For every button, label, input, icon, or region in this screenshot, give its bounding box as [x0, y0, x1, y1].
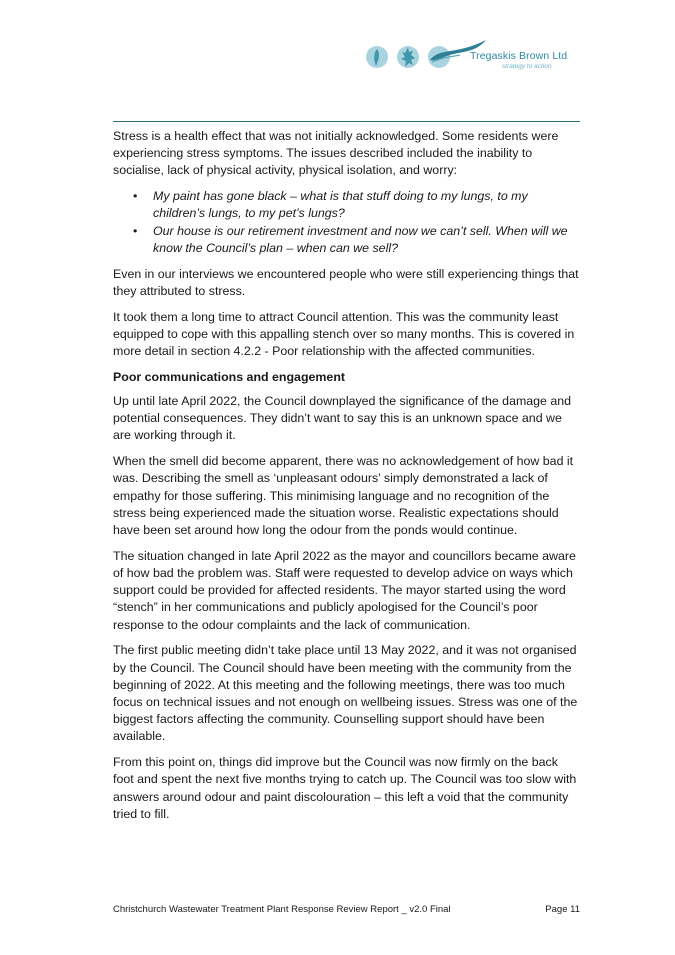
- company-logo: [364, 38, 574, 82]
- brand-tagline: strategy to action: [502, 63, 552, 70]
- quote-text: My paint has gone black – what is that stuff doing to my lungs, to my children’s lungs, to my pet’s lungs?: [153, 189, 528, 221]
- bullet-icon: •: [133, 223, 138, 238]
- brand-name: Tregaskis Brown Ltd: [470, 50, 568, 62]
- footer-page-number: Page 11: [545, 904, 580, 915]
- paragraph-situation-changed: The situation changed in late April 2022 as the mayor and councillors became aware of how bad the problem was. Staff were requested to develop advice on ways which support could be provided for affected residents. The mayor started using the word “stench” in her communications and publicly apologised for the Council’s poor response to the odour complaints and the lack of communication.: [113, 548, 576, 632]
- quote-text: Our house is our retirement investment and now we can’t sell. When will we know the Council’s plan – when can we sell?: [153, 223, 568, 255]
- paragraph-council-attention: It took them a long time to attract Council attention. This was the community least equipped to cope with this appalling stench over so many months. This is covered in more detail in section 4.2.2 - Poor relationship with the affected communities.: [113, 309, 575, 359]
- paragraph-catch-up: From this point on, things did improve but the Council was now firmly on the back foot and spent the next five months trying to catch up. The Council was too slow with answers around odour and paint discolouration – this left a void that the community tried to fill.: [113, 755, 577, 821]
- paragraph-downplayed: Up until late April 2022, the Council downplayed the significance of the damage and potential consequences. They didn’t want to say this is an unknown space and we are working through it.: [113, 394, 572, 443]
- paragraph-smell-acknowledgement: When the smell did become apparent, there was no acknowledgement of how bad it was. Describing the smell as ‘unpleasant odours’ simply demonstrated a lack of empathy for those suffering. This minimising language and no recognition of the stress being experienced made the situation worse. Realistic expectations should have been set around how long the odour from the ponds would continue.: [113, 454, 574, 538]
- paragraph-first-meeting: The first public meeting didn’t take place until 13 May 2022, and it was not organised by the Council. The Council should have been meeting with the community from the beginning of 2022. At this meeting and the following meetings, there was too much focus on technical issues and not enough on wellbeing issues. Stress was one of the biggest factors affecting the community. Counselling support should have been available.: [113, 643, 578, 744]
- paragraph-stress-intro: Stress is a health effect that was not initially acknowledged. Some residents were experiencing stress symptoms. The issues described included the inability to socialise, lack of physical activity, physical isolation, and worry:: [113, 129, 559, 178]
- paragraph-interviews: Even in our interviews we encountered people who were still experiencing things that they attributed to stress.: [113, 266, 579, 298]
- list-item: [113, 188, 581, 222]
- section-heading: Poor communications and engagement: [113, 369, 346, 384]
- header-divider: [113, 121, 580, 122]
- resident-quotes-list: [113, 188, 581, 257]
- footer-report-title: Christchurch Wastewater Treatment Plant Response Review Report _ v2.0 Final: [113, 904, 451, 915]
- report-body: [113, 128, 581, 832]
- bullet-icon: •: [133, 189, 138, 204]
- list-item: [113, 223, 581, 257]
